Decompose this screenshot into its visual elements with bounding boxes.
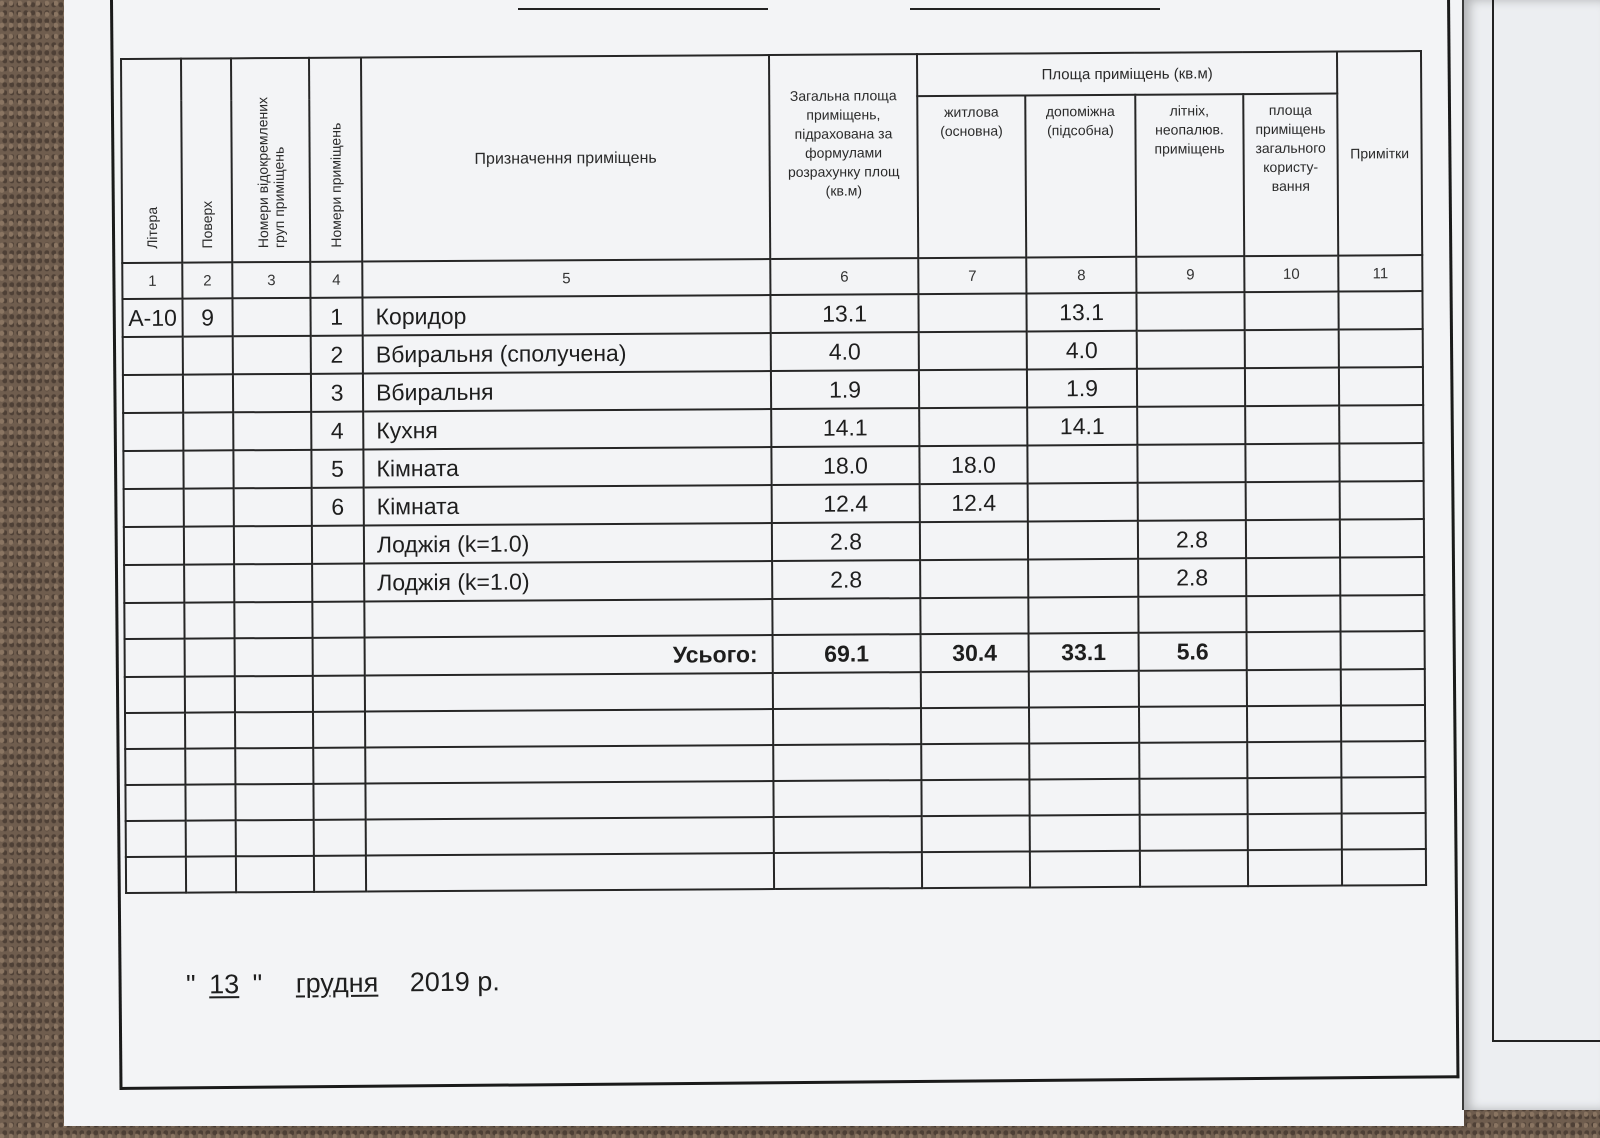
cell-floor (183, 336, 233, 374)
cell-notes (1339, 367, 1423, 406)
header-letter: Літера (121, 59, 182, 263)
cell-total: 1.9 (771, 370, 919, 409)
top-field-underline (910, 8, 1160, 10)
cell-letter (124, 527, 184, 565)
cell-floor: 9 (182, 298, 232, 336)
cell-letter (124, 565, 184, 603)
cell-summer (1137, 330, 1245, 369)
cell-living (918, 293, 1026, 332)
cell-room-number: 3 (311, 374, 363, 412)
room-area-table-wrapper (120, 50, 1425, 894)
cell-group (232, 298, 310, 336)
cell-purpose: Вбиральня (сполучена) (363, 333, 771, 373)
date-quote-close: " (252, 968, 263, 999)
cell-purpose: Лоджія (k=1.0) (364, 561, 772, 601)
cell-purpose: Кухня (363, 409, 771, 449)
cell-living (919, 369, 1027, 408)
column-number: 8 (1026, 257, 1136, 294)
cell-group (233, 374, 311, 412)
date-quote-open: " (185, 969, 196, 1000)
cell-letter (123, 451, 183, 489)
cell-notes (1340, 519, 1424, 558)
cell-summer (1137, 368, 1245, 407)
totals-aux: 33.1 (1029, 633, 1139, 672)
cell-common (1244, 292, 1338, 331)
cell-letter: А-10 (122, 299, 182, 337)
column-number: 5 (362, 259, 770, 297)
cell-room-number (312, 564, 364, 602)
cell-floor (184, 564, 234, 602)
column-number: 4 (310, 262, 362, 298)
cell-room-number: 2 (311, 336, 363, 374)
cell-floor (183, 374, 233, 412)
cell-group (234, 526, 312, 564)
totals-label: Усього: (365, 635, 773, 675)
header-area-group: Площа приміщень (кв.м) (917, 52, 1337, 97)
header-purpose: Призначення приміщень (361, 55, 770, 261)
table-row-empty (126, 849, 1426, 893)
cell-aux: 13.1 (1026, 293, 1136, 332)
header-notes: Примітки (1337, 51, 1422, 256)
date-month: грудня (295, 967, 379, 999)
header-living: житлова (основна) (917, 95, 1026, 258)
cell-purpose: Кімната (363, 447, 771, 487)
cell-group (234, 488, 312, 526)
cell-letter (123, 413, 183, 451)
cell-living: 12.4 (920, 483, 1028, 522)
cell-living: 18.0 (919, 445, 1027, 484)
header-room-numbers: Номери приміщень (309, 58, 362, 262)
cell-purpose: Вбиральня (363, 371, 771, 411)
cell-aux: 4.0 (1027, 331, 1137, 370)
cell-summer (1136, 292, 1244, 331)
date-day: 13 (208, 969, 240, 1000)
document-date (186, 966, 500, 1000)
cell-room-number: 1 (310, 298, 362, 336)
column-number: 1 (122, 263, 182, 299)
header-common: площа приміщень загального користу-вання (1243, 94, 1338, 257)
cell-living (920, 559, 1028, 598)
cell-room-number: 4 (311, 412, 363, 450)
cell-common (1245, 444, 1339, 483)
cell-living (920, 521, 1028, 560)
cell-total: 12.4 (772, 484, 920, 523)
cell-aux (1028, 483, 1138, 522)
cell-floor (184, 488, 234, 526)
header-floor: Поверх (181, 58, 232, 262)
column-number: 7 (918, 257, 1026, 294)
room-area-table (120, 50, 1427, 894)
cell-aux (1028, 521, 1138, 560)
adjacent-page-frame (1492, 0, 1600, 1042)
cell-notes (1340, 481, 1424, 520)
cell-summer (1137, 406, 1245, 445)
cell-room-number: 6 (312, 488, 364, 526)
header-total-area: Загальна площа приміщень, підрахована за формулами розрахунку площ (кв.м) (769, 54, 918, 259)
cell-group (233, 336, 311, 374)
cell-total: 18.0 (771, 446, 919, 485)
cell-common (1246, 558, 1340, 597)
cell-letter (123, 375, 183, 413)
totals-summer: 5.6 (1139, 632, 1247, 671)
cell-aux: 14.1 (1027, 407, 1137, 446)
cell-notes (1339, 405, 1423, 444)
cell-letter (124, 489, 184, 527)
cell-notes (1338, 291, 1422, 330)
totals-total: 69.1 (773, 634, 921, 673)
cell-total: 14.1 (771, 408, 919, 447)
cell-purpose: Коридор (362, 295, 770, 335)
cell-common (1245, 330, 1339, 369)
cell-room-number: 5 (311, 450, 363, 488)
cell-notes (1340, 557, 1424, 596)
cell-summer: 2.8 (1138, 558, 1246, 597)
cell-common (1245, 368, 1339, 407)
cell-total: 4.0 (771, 332, 919, 371)
cell-purpose: Лоджія (k=1.0) (364, 523, 772, 563)
cell-summer: 2.8 (1138, 520, 1246, 559)
cell-total: 2.8 (772, 560, 920, 599)
column-number: 3 (232, 262, 310, 298)
cell-aux: 1.9 (1027, 369, 1137, 408)
cell-notes (1339, 443, 1423, 482)
cell-aux (1028, 559, 1138, 598)
cell-floor (184, 526, 234, 564)
cell-letter (123, 337, 183, 375)
cell-notes (1339, 329, 1423, 368)
cell-total: 2.8 (772, 522, 920, 561)
cell-living (919, 331, 1027, 370)
cell-common (1246, 520, 1340, 559)
column-number: 11 (1338, 255, 1422, 292)
adjacent-page (1462, 0, 1600, 1110)
cell-living (919, 407, 1027, 446)
cell-group (233, 450, 311, 488)
totals-living: 30.4 (921, 633, 1029, 672)
cell-common (1245, 406, 1339, 445)
header-summer: літніх, неопалюв. приміщень (1135, 94, 1244, 257)
cell-group (233, 412, 311, 450)
cell-aux (1027, 445, 1137, 484)
column-number: 2 (182, 262, 232, 298)
cell-summer (1137, 444, 1245, 483)
cell-total: 13.1 (770, 294, 918, 333)
cell-room-number (312, 526, 364, 564)
column-number: 10 (1244, 256, 1338, 293)
cell-summer (1138, 482, 1246, 521)
column-number: 6 (770, 258, 918, 295)
cell-purpose: Кімната (364, 485, 772, 525)
header-group-numbers: Номери відокремлених груп приміщень (231, 58, 310, 262)
cell-common (1246, 482, 1340, 521)
column-number: 9 (1136, 256, 1244, 293)
cell-floor (183, 412, 233, 450)
top-field-underline (518, 8, 768, 10)
date-year: 2019 р. (409, 966, 500, 998)
cell-floor (183, 450, 233, 488)
header-auxiliary: допоміжна (підсобна) (1025, 95, 1136, 258)
cell-group (234, 564, 312, 602)
